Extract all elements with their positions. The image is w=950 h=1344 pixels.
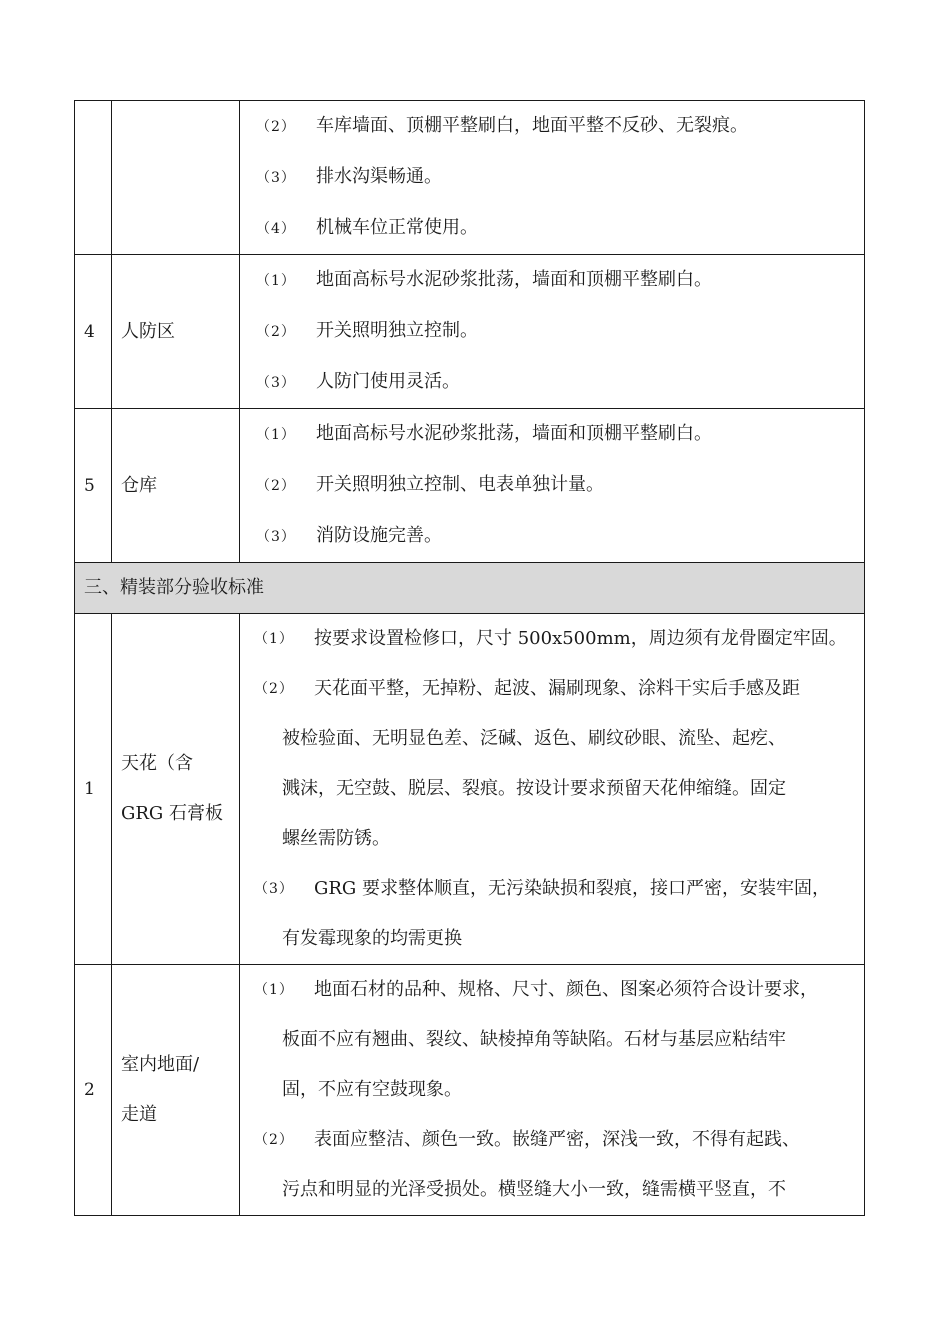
row-name-line: 走道 [121,1104,157,1125]
row-name [112,614,240,965]
row-number [75,101,112,255]
row-items [240,409,865,563]
item-line: 螺丝需防锈。 [282,828,390,849]
item-line: 溅沫，无空鼓、脱层、裂痕。按设计要求预留天花伸缩缝。固定 [282,778,786,799]
item-line: 被检验面、无明显色差、泛碱、返色、刷纹砂眼、流坠、起疙、 [282,728,786,749]
item-text: 地面高标号水泥砂浆批荡，墙面和顶棚平整刷白。 [316,269,712,290]
list-item [254,664,860,864]
item-marker: （3） [256,375,296,391]
list-item [256,255,864,306]
list-item [254,965,860,1115]
list-item [256,203,864,254]
item-marker: （3） [256,529,296,545]
acceptance-standards-table [74,100,865,1216]
row-name-line: GRG 石膏板 [121,803,224,824]
table-row [75,101,865,255]
table-row [75,255,865,409]
section-header-row [75,563,865,614]
row-name: 仓库 [112,409,240,563]
list-item [256,152,864,203]
row-items [240,101,865,255]
item-text: 排水沟渠畅通。 [316,166,442,187]
list-item [256,306,864,357]
item-marker: （3） [254,881,294,897]
table-row [75,614,865,965]
item-line: 污点和明显的光泽受损处。横竖缝大小一致，缝需横平竖直，不 [282,1179,786,1200]
row-name-line: 天花（含 [121,753,193,774]
item-marker: （2） [256,478,296,494]
list-item [254,614,860,664]
list-item [256,357,864,408]
item-line: 固，不应有空鼓现象。 [282,1079,462,1100]
item-line: 板面不应有翘曲、裂纹、缺棱掉角等缺陷。石材与基层应粘结牢 [282,1029,786,1050]
item-marker: （3） [256,170,296,186]
item-line: 天花面平整，无掉粉、起波、漏刷现象、涂料干实后手感及距 [314,678,800,699]
table-row [75,965,865,1216]
item-marker: （2） [254,1132,294,1148]
item-marker: （1） [256,427,296,443]
item-marker: （2） [254,681,294,697]
item-marker: （1） [256,273,296,289]
row-number: 5 [75,409,112,563]
row-number: 1 [75,614,112,965]
item-text: 人防门使用灵活。 [316,371,460,392]
item-text: 开关照明独立控制。 [316,320,478,341]
item-marker: （1） [254,631,294,647]
row-name: 人防区 [112,255,240,409]
item-text: 消防设施完善。 [316,525,442,546]
section-title: 三、精装部分验收标准 [75,563,865,614]
list-item [254,864,860,964]
item-line: 地面石材的品种、规格、尺寸、颜色、图案必须符合设计要求， [314,979,818,1000]
item-text: 车库墙面、顶棚平整刷白，地面平整不反砂、无裂痕。 [316,115,748,136]
list-item [256,460,864,511]
list-item [254,1115,860,1215]
item-text: 地面高标号水泥砂浆批荡，墙面和顶棚平整刷白。 [316,423,712,444]
item-text: 机械车位正常使用。 [316,217,478,238]
list-item [256,511,864,562]
row-items [240,614,865,965]
item-text: 开关照明独立控制、电表单独计量。 [316,474,604,495]
item-marker: （1） [254,982,294,998]
row-number: 2 [75,965,112,1216]
item-line: 有发霉现象的均需更换 [282,928,462,949]
row-number: 4 [75,255,112,409]
list-item [256,409,864,460]
row-items [240,255,865,409]
table-row [75,409,865,563]
row-items [240,965,865,1216]
item-marker: （2） [256,324,296,340]
item-marker: （2） [256,119,296,135]
row-name-line: 室内地面/ [121,1054,200,1075]
item-line: 按要求设置检修口，尺寸 500x500mm，周边须有龙骨圈定牢固。 [314,628,847,649]
item-line: GRG 要求整体顺直，无污染缺损和裂痕，接口严密，安装牢固， [314,878,831,899]
row-name [112,101,240,255]
list-item [256,101,864,152]
row-name [112,965,240,1216]
item-marker: （4） [256,221,296,237]
item-line: 表面应整洁、颜色一致。嵌缝严密，深浅一致，不得有起践、 [314,1129,800,1150]
